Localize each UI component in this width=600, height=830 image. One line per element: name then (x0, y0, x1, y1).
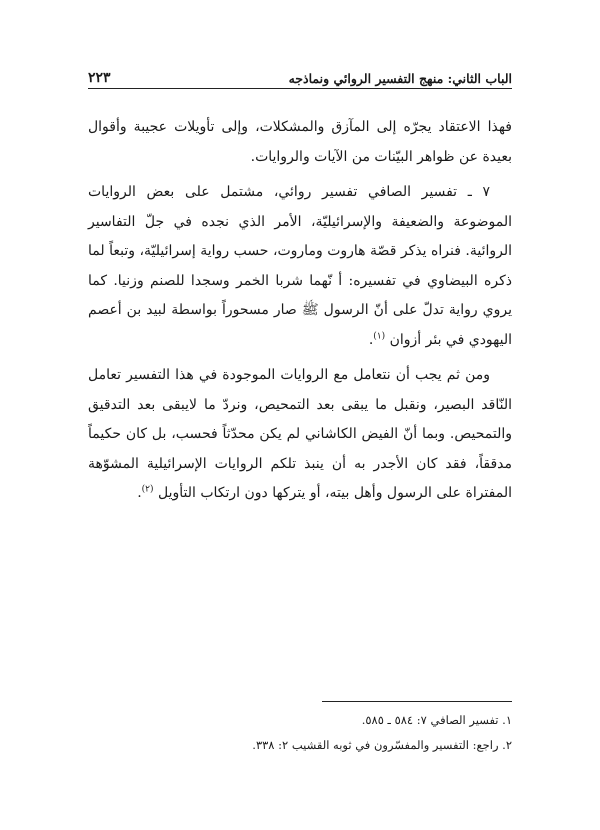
page-number: ٢٢٣ (88, 70, 111, 86)
paragraph-3 (88, 361, 512, 509)
paragraph-2-end: . (368, 331, 374, 348)
footnote-ref-2[interactable]: (٢) (141, 484, 154, 495)
paragraph-2-text: ٧ ـ تفسير الصافي تفسير روائي، مشتمل على بعض الروايات الموضوعة والضعيفة والإسرائيليّة، الأمر الذي نجده في جلّ التفاسير الروائية. فنراه يذكر قصّة هاروت وماروت، حسب رواية إسرائيليّة، وتبعاً لما ذكره البيضاوي في تفسيره: أ نّهما شربا الخمر وسجدا للصنم وزنيا. كما يروي رواية تدلّ على أنّ الرسول ﷺ صار مسحوراً بواسطة لبيد بن أعصم اليهودي في بئر أزوان (88, 184, 512, 348)
footnote-1: ١. تفسير الصافي ٧: ٥٨٤ ـ ٥٨٥. (361, 713, 512, 727)
body-text (88, 113, 512, 515)
footnote-ref-1[interactable]: (١) (373, 330, 386, 341)
paragraph-3-text: ومن ثم يجب أن نتعامل مع الروايات الموجودة في هذا التفسير تعامل النّاقد البصير، ونقبل ما يبقى بعد التمحيص، ونردّ ما لايبقى بعد التدقيق والتمحيص. وبما أنّ الفيض الكاشاني لم يكن محدّثاً فحسب، بل كان حكيماً مدققاً، فقد كان الأجدر به أن ينبذ تلكم الروايات الإسرائيلية المشوّهة المفتراة على الرسول وأهل بيته، أو يتركها دون ارتكاب التأويل (88, 367, 512, 501)
paragraph-3-end: . (137, 485, 142, 501)
footnote-2: ٢. راجع: التفسير والمفسّرون في ثوبه القشيب ٢: ٣٣٨. (252, 738, 512, 752)
header-title: الباب الثاني: منهج التفسير الروائي ونماذجه (288, 71, 512, 86)
footnotes (88, 708, 512, 758)
paragraph-2 (88, 178, 512, 355)
paragraph-1 (88, 113, 512, 172)
footnote-rule (322, 701, 512, 702)
header-rule (88, 88, 512, 89)
running-header (88, 66, 512, 86)
paragraph-1-text: فهذا الاعتقاد يجرّه إلى المآزق والمشكلات، وإلى تأويلات عجيبة وأقوال بعيدة عن ظواهر البيّنات من الآيات والروايات. (88, 119, 512, 165)
